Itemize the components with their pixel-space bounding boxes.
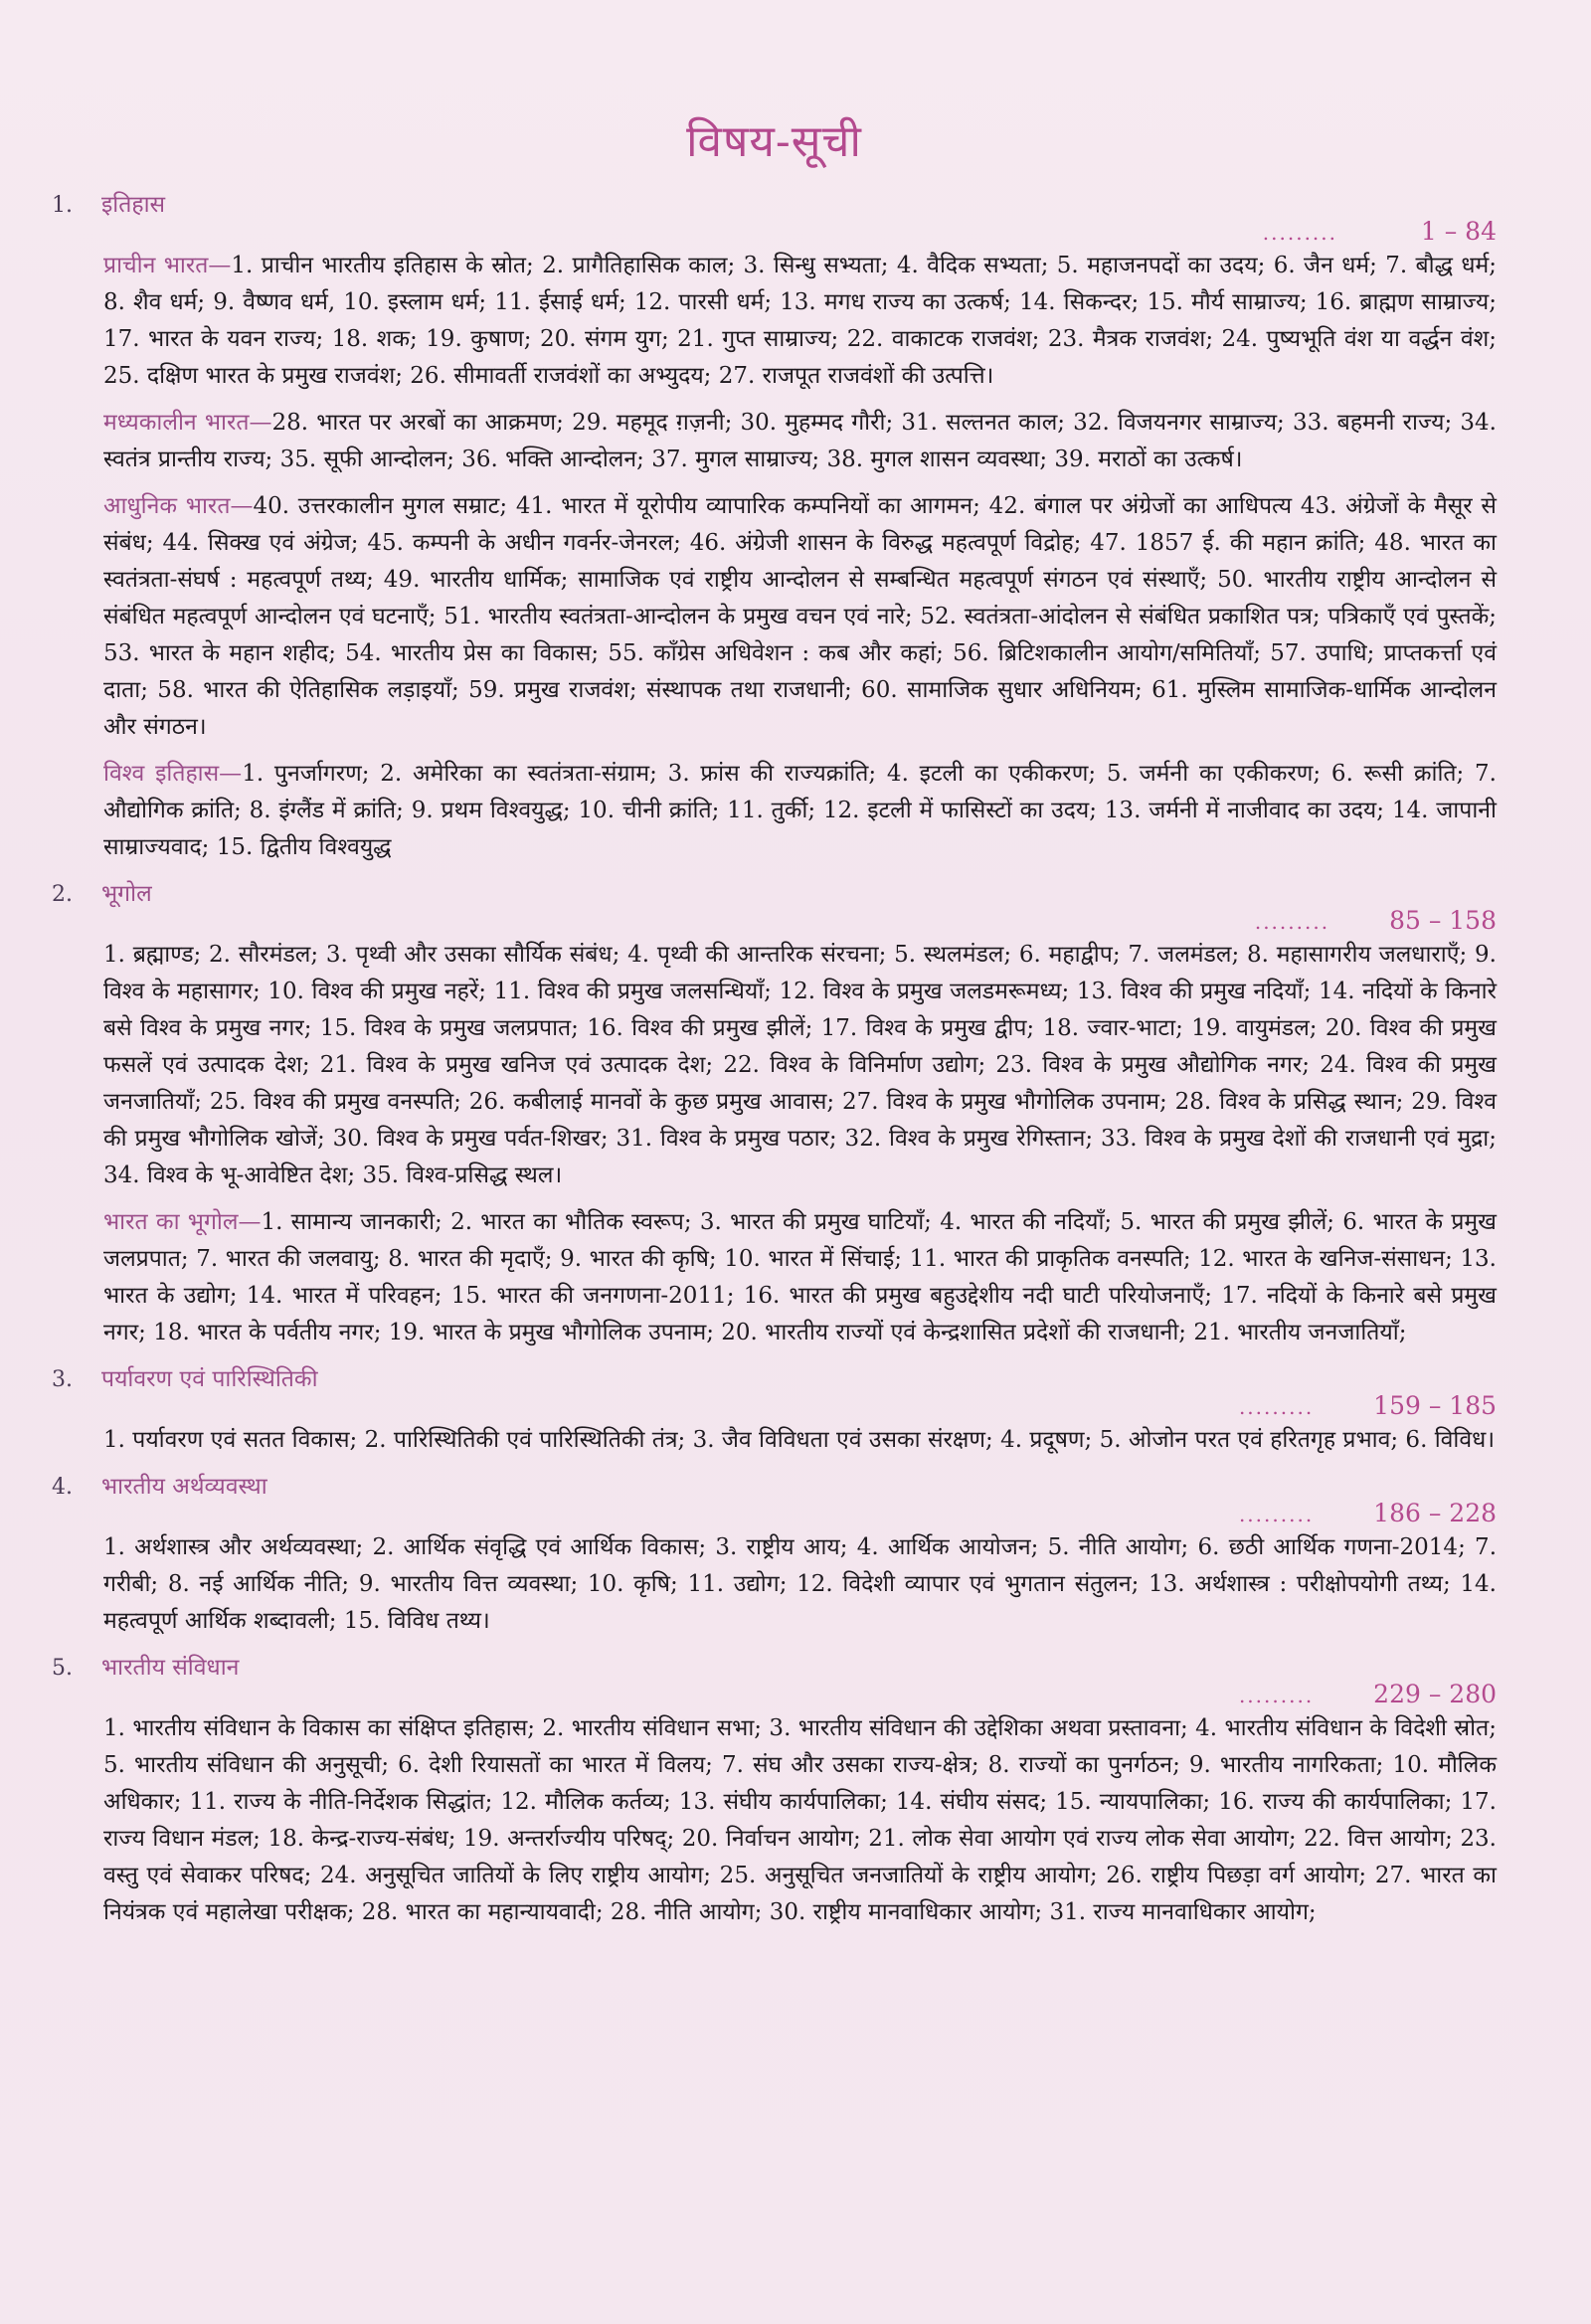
page-title: विषय-सूची xyxy=(686,116,862,167)
section-heading xyxy=(52,876,1497,908)
leader-dots: ......... xyxy=(1262,221,1337,245)
section-heading xyxy=(52,1361,1497,1393)
section-geography xyxy=(52,876,1497,1351)
topic-list: 1. अर्थशास्त्र और अर्थव्यवस्था; 2. आर्थिक संवृद्धि एवं आर्थिक विकास; 3. राष्ट्रीय आय; 4. आर्थिक आयोजन; 5. नीति आयोग; 6. छठी आर्थिक गणना-2014; 7. गरीबी; 8. नई आर्थिक नीति; 9. भारतीय वित्त व्यवस्था; 10. कृषि; 11. उद्योग; 12. विदेशी व्यापार एवं भुगतान संतुलन; 13. अर्थशास्त्र : परीक्षोपयोगी तथ्य; 14. महत्वपूर्ण आर्थिक शब्दावली; 15. विविध तथ्य। xyxy=(103,1534,1497,1634)
page-range: 186 – 228 xyxy=(1373,1499,1497,1527)
section-title: पर्यावरण एवं पारिस्थितिकी xyxy=(101,1366,318,1392)
subsection-label: भारत का भूगोल— xyxy=(103,1209,262,1235)
leader-dots: ......... xyxy=(1254,910,1330,934)
leader-dots: ......... xyxy=(1238,1503,1315,1526)
page-range: 1 – 84 xyxy=(1420,217,1497,246)
section-page-range xyxy=(52,1680,1497,1708)
section-number: 3. xyxy=(52,1367,73,1392)
topic-list: 1. प्राचीन भारतीय इतिहास के स्रोत; 2. प्रागैतिहासिक काल; 3. सिन्धु सभ्यता; 4. वैदिक सभ्यता; 5. महाजनपदों का उदय; 6. जैन धर्म; 7. बौद्ध धर्म; 8. शैव धर्म; 9. वैष्णव धर्म, 10. इस्लाम धर्म; 11. ईसाई धर्म; 12. पारसी धर्म; 13. मगध राज्य का उत्कर्ष; 14. सिकन्दर; 15. मौर्य साम्राज्य; 16. ब्राह्मण साम्राज्य; 17. भारत के यवन राज्य; 18. शक; 19. कुषाण; 20. संगम युग; 21. गुप्त साम्राज्य; 22. वाकाटक राजवंश; 23. मैत्रक राजवंश; 24. पुष्यभूति वंश या वर्द्धन वंश; 25. दक्षिण भारत के प्रमुख राजवंश; 26. सीमावर्ती राजवंशों का अभ्युदय; 27. राजपूत राजवंशों की उत्पत्ति। xyxy=(103,253,1498,389)
topic-paragraph xyxy=(103,937,1497,1194)
section-page-range xyxy=(52,217,1497,246)
section-economy xyxy=(52,1469,1497,1640)
section-page-range xyxy=(52,906,1497,935)
page-range: 85 – 158 xyxy=(1389,906,1497,935)
topic-paragraph xyxy=(103,405,1497,478)
section-title: भारतीय संविधान xyxy=(101,1655,240,1681)
subsection-label: आधुनिक भारत— xyxy=(103,493,254,519)
subsection-label: विश्व इतिहास— xyxy=(103,761,243,787)
section-number: 2. xyxy=(52,882,73,907)
section-title: भारतीय अर्थव्यवस्था xyxy=(101,1474,267,1500)
section-page-range xyxy=(52,1499,1497,1527)
section-page-range xyxy=(52,1391,1497,1420)
section-heading xyxy=(52,1469,1497,1501)
topic-paragraph xyxy=(103,1529,1497,1640)
section-heading xyxy=(52,1650,1497,1682)
section-title: भूगोल xyxy=(101,881,152,907)
topic-list: 1. सामान्य जानकारी; 2. भारत का भौतिक स्वरूप; 3. भारत की प्रमुख घाटियाँ; 4. भारत की नदियाँ; 5. भारत की प्रमुख झीलें; 6. भारत के प्रमुख जलप्रपात; 7. भारत की जलवायु; 8. भारत की मृदाएँ; 9. भारत की कृषि; 10. भारत में सिंचाई; 11. भारत की प्राकृतिक वनस्पति; 12. भारत के खनिज-संसाधन; 13. भारत के उद्योग; 14. भारत में परिवहन; 15. भारत की जनगणना-2011; 16. भारत की प्रमुख बहुउद्देशीय नदी घाटी परियोजनाएँ; 17. नदियों के किनारे बसे प्रमुख नगर; 18. भारत के पर्वतीय नगर; 19. भारत के प्रमुख भौगोलिक उपनाम; 20. भारतीय राज्यों एवं केन्द्रशासित प्रदेशों की राजधानी; 21. भारतीय जनजातियाँ; xyxy=(103,1209,1497,1345)
leader-dots: ......... xyxy=(1238,1684,1315,1707)
topic-paragraph xyxy=(103,1710,1497,1931)
subsection-label: मध्यकालीन भारत— xyxy=(103,410,272,436)
page-range: 229 – 280 xyxy=(1373,1680,1497,1708)
topic-paragraph xyxy=(103,488,1497,746)
section-constitution xyxy=(52,1650,1497,1931)
section-heading xyxy=(52,187,1497,219)
topic-list: 28. भारत पर अरबों का आक्रमण; 29. महमूद ग़ज़नी; 30. मुहम्मद गौरी; 31. सल्तनत काल; 32. विजयनगर साम्राज्य; 33. बहमनी राज्य; 34. स्वतंत्र प्रान्तीय राज्य; 35. सूफी आन्दोलन; 36. भक्ति आन्दोलन; 37. मुगल साम्राज्य; 38. मुगल शासन व्यवस्था; 39. मराठों का उत्कर्ष। xyxy=(103,410,1497,472)
topic-paragraph xyxy=(103,1422,1497,1459)
leader-dots: ......... xyxy=(1238,1395,1315,1419)
section-number: 1. xyxy=(52,193,73,218)
topic-paragraph xyxy=(103,248,1497,395)
page-range: 159 – 185 xyxy=(1373,1391,1497,1420)
topic-list: 1. भारतीय संविधान के विकास का संक्षिप्त इतिहास; 2. भारतीय संविधान सभा; 3. भारतीय संविधान की उद्देशिका अथवा प्रस्तावना; 4. भारतीय संविधान के विदेशी स्रोत; 5. भारतीय संविधान की अनुसूची; 6. देशी रियासतों का भारत में विलय; 7. संघ और उसका राज्य-क्षेत्र; 8. राज्यों का पुनर्गठन; 9. भारतीय नागरिकता; 10. मौलिक अधिकार; 11. राज्य के नीति-निर्देशक सिद्धांत; 12. मौलिक कर्तव्य; 13. संघीय कार्यपालिका; 14. संघीय संसद; 15. न्यायपालिका; 16. राज्य की कार्यपालिका; 17. राज्य विधान मंडल; 18. केन्द्र-राज्य-संबंध; 19. अन्तर्राज्यीय परिषद्; 20. निर्वाचन आयोग; 21. लोक सेवा आयोग एवं राज्य लोक सेवा आयोग; 22. वित्त आयोग; 23. वस्तु एवं सेवाकर परिषद; 24. अनुसूचित जातियों के लिए राष्ट्रीय आयोग; 25. अनुसूचित जनजातियों के राष्ट्रीय आयोग; 26. राष्ट्रीय पिछड़ा वर्ग आयोग; 27. भारत का नियंत्रक एवं महालेखा परीक्षक; 28. भारत का महान्यायवादी; 28. नीति आयोग; 30. राष्ट्रीय मानवाधिकार आयोग; 31. राज्य मानवाधिकार आयोग; xyxy=(103,1715,1497,1925)
section-environment xyxy=(52,1361,1497,1459)
topic-list: 1. पर्यावरण एवं सतत विकास; 2. पारिस्थितिकी एवं पारिस्थितिकी तंत्र; 3. जैव विविधता एवं उसका संरक्षण; 4. प्रदूषण; 5. ओजोन परत एवं हरितगृह प्रभाव; 6. विविध। xyxy=(103,1427,1496,1453)
section-number: 4. xyxy=(52,1475,73,1500)
section-history xyxy=(52,187,1497,866)
topic-paragraph xyxy=(103,1204,1497,1351)
subsection-label: प्राचीन भारत— xyxy=(103,253,232,278)
topic-list: 1. ब्रह्माण्ड; 2. सौरमंडल; 3. पृथ्वी और उसका सौर्यिक संबंध; 4. पृथ्वी की आन्तरिक संरचना; 5. स्थलमंडल; 6. महाद्वीप; 7. जलमंडल; 8. महासागरीय जलधाराएँ; 9. विश्व के महासागर; 10. विश्व की प्रमुख नहरें; 11. विश्व की प्रमुख जलसन्धियाँ; 12. विश्व के प्रमुख जलडमरूमध्य; 13. विश्व की प्रमुख नदियाँ; 14. नदियों के किनारे बसे विश्व के प्रमुख नगर; 15. विश्व के प्रमुख जलप्रपात; 16. विश्व की प्रमुख झीलें; 17. विश्व के प्रमुख द्वीप; 18. ज्वार-भाटा; 19. वायुमंडल; 20. विश्व की प्रमुख फसलें एवं उत्पादक देश; 21. विश्व के प्रमुख खनिज एवं उत्पादक देश; 22. विश्व के विनिर्माण उद्योग; 23. विश्व के प्रमुख औद्योगिक नगर; 24. विश्व की प्रमुख जनजातियाँ; 25. विश्व की प्रमुख वनस्पति; 26. कबीलाई मानवों के कुछ प्रमुख आवास; 27. विश्व के प्रमुख भौगोलिक उपनाम; 28. विश्व के प्रसिद्ध स्थान; 29. विश्व की प्रमुख भौगोलिक खोजें; 30. विश्व के प्रमुख पर्वत-शिखर; 31. विश्व के प्रमुख पठार; 32. विश्व के प्रमुख रेगिस्तान; 33. विश्व के प्रमुख देशों की राजधानी एवं मुद्रा; 34. विश्व के भू-आवेष्टित देश; 35. विश्व-प्रसिद्ध स्थल। xyxy=(103,942,1497,1188)
topic-paragraph xyxy=(103,756,1497,866)
topic-list: 1. पुनर्जागरण; 2. अमेरिका का स्वतंत्रता-संग्राम; 3. फ्रांस की राज्यक्रांति; 4. इटली का एकीकरण; 5. जर्मनी का एकीकरण; 6. रूसी क्रांति; 7. औद्योगिक क्रांति; 8. इंग्लैंड में क्रांति; 9. प्रथम विश्वयुद्ध; 10. चीनी क्रांति; 11. तुर्की; 12. इटली में फासिस्टों का उदय; 13. जर्मनी में नाजीवाद का उदय; 14. जापानी साम्राज्यवाद; 15. द्वितीय विश्वयुद्ध xyxy=(103,761,1497,860)
section-title: इतिहास xyxy=(101,192,166,218)
section-number: 5. xyxy=(52,1656,73,1681)
topic-list: 40. उत्तरकालीन मुगल सम्राट; 41. भारत में यूरोपीय व्यापारिक कम्पनियों का आगमन; 42. बंगाल पर अंग्रेजों का आधिपत्य 43. अंग्रेजों के मैसूर से संबंध; 44. सिक्ख एवं अंग्रेज; 45. कम्पनी के अधीन गवर्नर-जेनरल; 46. अंग्रेजी शासन के विरुद्ध महत्वपूर्ण विद्रोह; 47. 1857 ई. की महान क्रांति; 48. भारत का स्वतंत्रता-संघर्ष : महत्वपूर्ण तथ्य; 49. भारतीय धार्मिक; सामाजिक एवं राष्ट्रीय आन्दोलन से सम्बन्धित महत्वपूर्ण संगठन एवं संस्थाएँ; 50. भारतीय राष्ट्रीय आन्दोलन से संबंधित महत्वपूर्ण आन्दोलन एवं घटनाएँ; 51. भारतीय स्वतंत्रता-आन्दोलन के प्रमुख वचन एवं नारे; 52. स्वतंत्रता-आंदोलन से संबंधित प्रकाशित पत्र; पत्रिकाएँ एवं पुस्तकें; 53. भारत के महान शहीद; 54. भारतीय प्रेस का विकास; 55. काँग्रेस अधिवेशन : कब और कहां; 56. ब्रिटिशकालीन आयोग/समितियाँ; 57. उपाधि; प्राप्तकर्त्ता एवं दाता; 58. भारत की ऐतिहासिक लड़ाइयाँ; 59. प्रमुख राजवंश; संस्थापक तथा राजधानी; 60. सामाजिक सुधार अधिनियम; 61. मुस्लिम सामाजिक-धार्मिक आन्दोलन और संगठन। xyxy=(103,493,1497,740)
